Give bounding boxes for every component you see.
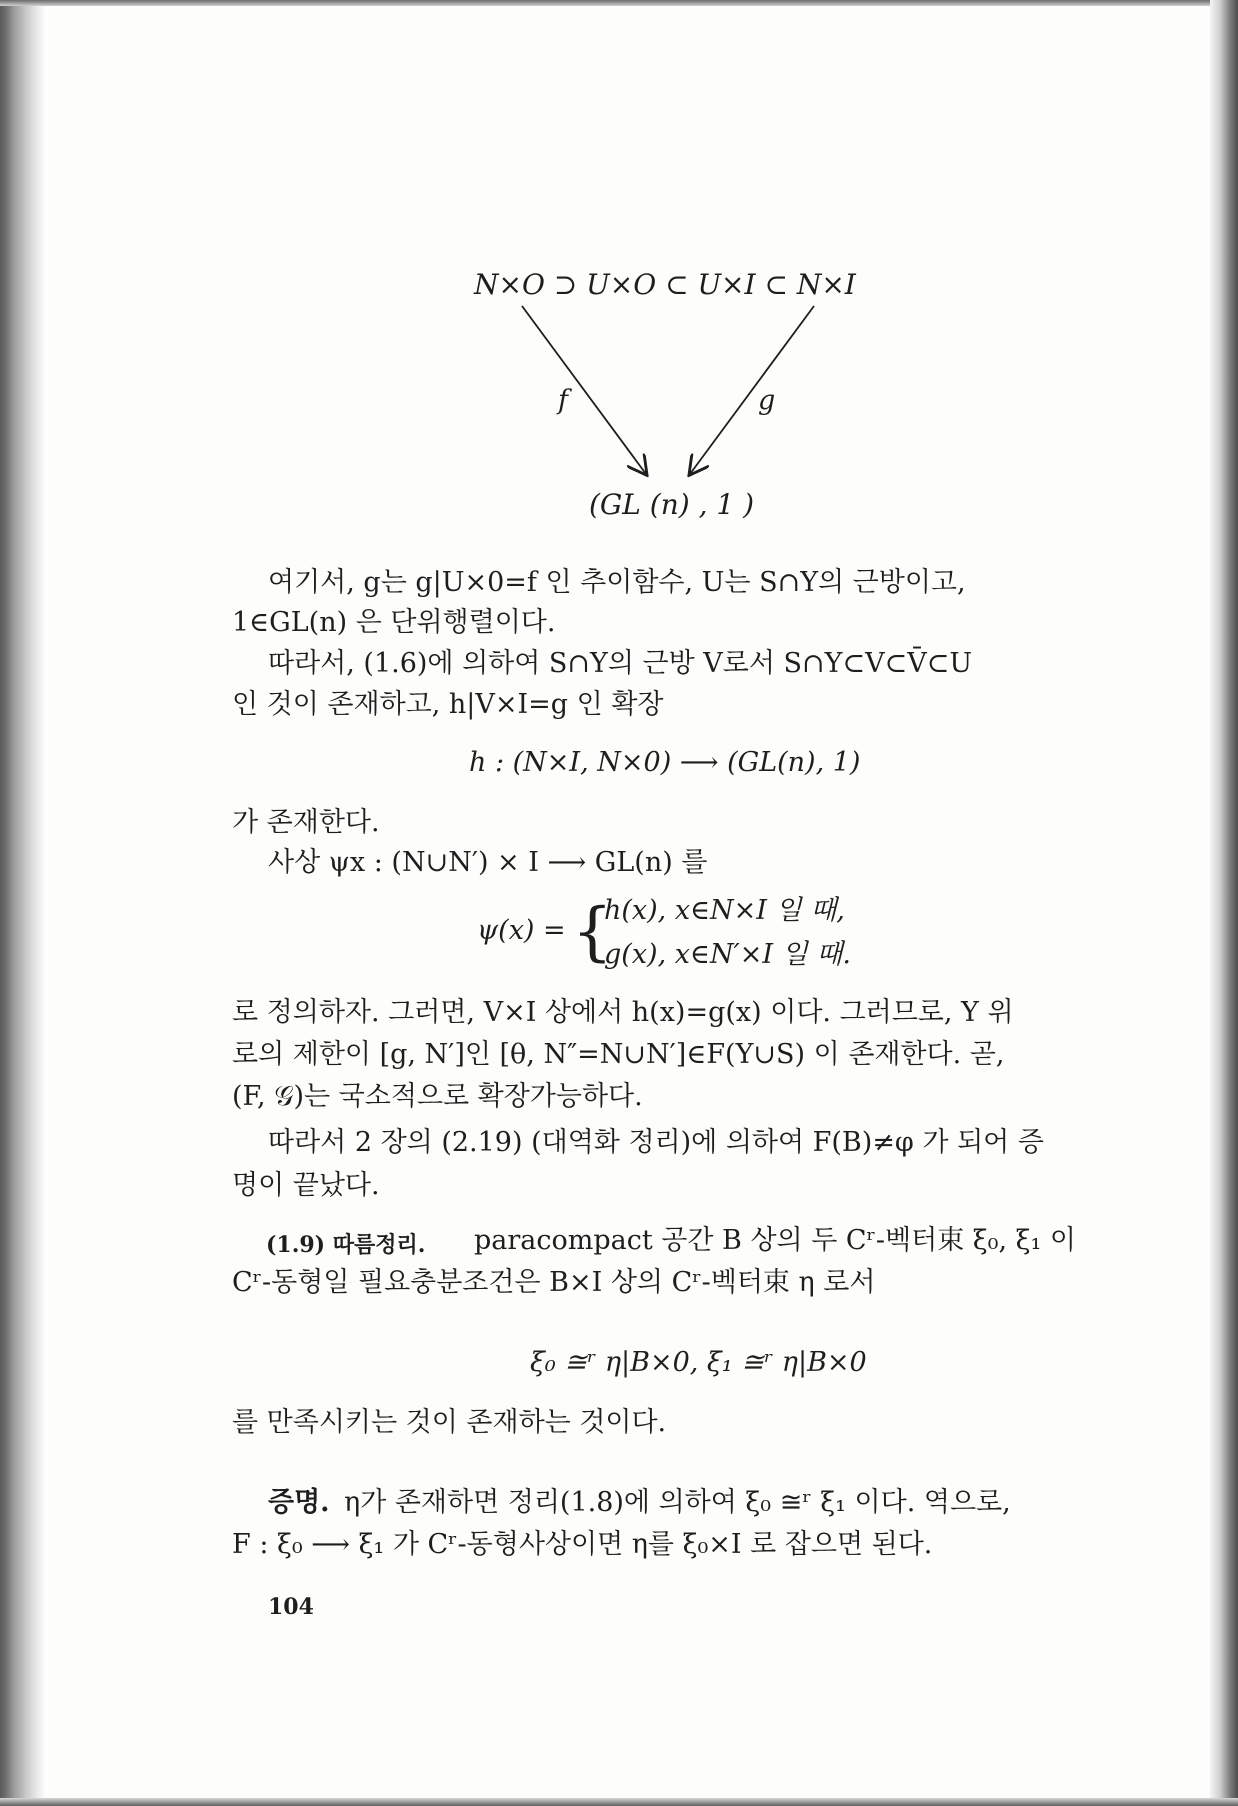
para2-line1: 따라서, (1.6)에 의하여 S∩Y의 근방 V로서 S∩Y⊂V⊂V̄⊂U [268,648,973,679]
para2-line2: 인 것이 존재하고, h|V×I=g 인 확장 [232,689,664,720]
para6-line1: 따라서 2 장의 (2.19) (대역화 정리)에 의하여 F(B)≠φ 가 되어 증 [268,1127,1044,1158]
commutative-diagram [44,6,1210,526]
book-page [44,6,1210,1798]
para5-line3: (F, 𝒢)는 국소적으로 확장가능하다. [232,1081,643,1112]
brace-glyph: { [572,895,613,969]
proof-line1: η가 존재하면 정리(1.8)에 의하여 ξ₀ ≅ʳ ξ₁ 이다. 역으로, [344,1487,1011,1518]
arrow-f [522,306,646,474]
para1-line2: 1∈GL(n) 은 단위행렬이다. [232,607,556,638]
corollary-label: (1.9) 따름정리. [266,1232,426,1258]
proof-line2: F : ξ₀ ⟶ ξ₁ 가 Cʳ-동형사상이면 η를 ξ₀×I 로 잡으면 된다. [232,1529,933,1560]
proof-label: 증명. [268,1487,330,1518]
equation-h: h : (N×I, N×0) ⟶ (GL(n), 1) [469,747,861,778]
equation-psi-case2: g(x), x∈N′×I 일 때. [604,939,851,970]
para5-line1: 로 정의하자. 그러면, V×I 상에서 h(x)=g(x) 이다. 그러므로, Y 위 [232,997,1014,1028]
page-edge-left [0,0,44,1806]
corollary-line1: paracompact 공간 B 상의 두 Cʳ-벡터束 ξ₀, ξ₁ 이 [474,1225,1077,1256]
diagram-label-f: f [558,385,568,416]
para1-line1: 여기서, g는 g|U×0=f 인 추이함수, U는 S∩Y의 근방이고, [268,567,966,598]
corollary-line2: Cʳ-동형일 필요충분조건은 B×I 상의 Cʳ-벡터束 η 로서 [232,1267,876,1298]
page-edge-bottom [0,1798,1238,1806]
para4: 사상 ψx : (N∪N′) × I ⟶ GL(n) 를 [268,847,708,878]
diagram-label-g: g [758,385,776,416]
page-edge-right [1210,0,1238,1806]
page-number: 104 [268,1594,314,1620]
diagram-target: (GL (n) , 1 ) [589,488,755,521]
equation-psi-lhs: ψ(x) = [477,915,566,946]
equation-psi-case1: h(x), x∈N×I 일 때, [604,895,845,926]
diagram-top-row: N×O ⊃ U×O ⊂ U×I ⊂ N×I [474,268,856,301]
para3: 가 존재한다. [232,807,380,838]
equation-xi: ξ₀ ≅ʳ η|B×0, ξ₁ ≅ʳ η|B×0 [530,1347,867,1378]
para7: 를 만족시키는 것이 존재하는 것이다. [232,1407,667,1438]
para6-line2: 명이 끝났다. [232,1170,380,1201]
para5-line2: 로의 제한이 [g, N′]인 [θ, N″=N∪N′]∈F(Y∪S) 이 존재한다. 곧, [232,1039,1005,1070]
arrow-g [690,306,814,474]
